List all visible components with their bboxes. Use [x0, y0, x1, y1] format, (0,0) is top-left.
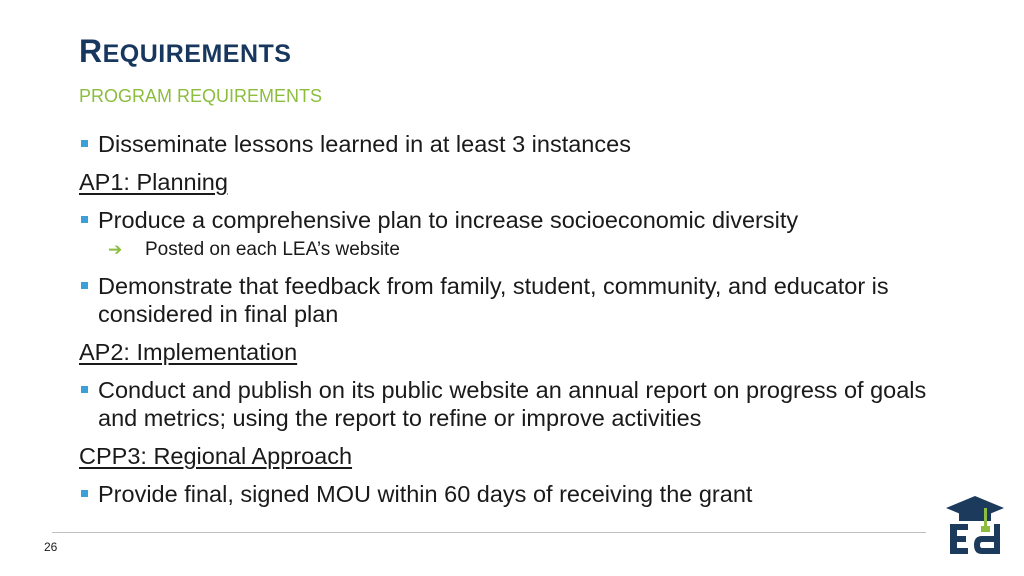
square-bullet-icon — [81, 282, 88, 289]
slide-subtitle: PROGRAM REQUIREMENTS — [79, 86, 323, 106]
slide-title-initial: R — [79, 33, 103, 69]
sub-bullet-text: Posted on each LEA’s website — [145, 239, 400, 260]
bullet-text: Demonstrate that feedback from family, student, community, and educator is considered in final plan — [98, 273, 889, 327]
bullet-text: Provide final, signed MOU within 60 days of receiving the grant — [98, 481, 753, 507]
section-heading-cpp3: CPP3: Regional Approach — [79, 443, 353, 469]
bullet-text: Disseminate lessons learned in at least 3 instances — [98, 131, 631, 157]
bullet-item — [79, 272, 959, 328]
slide-body — [79, 130, 959, 518]
square-bullet-icon — [81, 140, 88, 147]
section-heading-ap2: AP2: Implementation — [79, 339, 298, 365]
footer-divider — [52, 532, 926, 533]
arrow-right-icon: ➔ — [108, 240, 123, 259]
bullet-item — [79, 480, 959, 508]
slide-title-rest: EQUIREMENTS — [102, 40, 292, 68]
square-bullet-icon — [81, 216, 88, 223]
bullet-text: Conduct and publish on its public website an annual report on progress of goals and metrics; using the report to refine or improve activities — [98, 377, 927, 431]
bullet-text: Produce a comprehensive plan to increase socioeconomic diversity — [98, 207, 799, 233]
slide-title — [79, 33, 291, 70]
square-bullet-icon — [81, 386, 88, 393]
square-bullet-icon — [81, 490, 88, 497]
page-number: 26 — [44, 540, 58, 554]
ed-logo-icon — [944, 494, 1006, 558]
bullet-item — [79, 130, 959, 158]
section-heading-ap1: AP1: Planning — [79, 169, 228, 195]
bullet-item — [79, 206, 959, 234]
sub-bullet-item — [79, 238, 959, 262]
bullet-item — [79, 376, 959, 432]
